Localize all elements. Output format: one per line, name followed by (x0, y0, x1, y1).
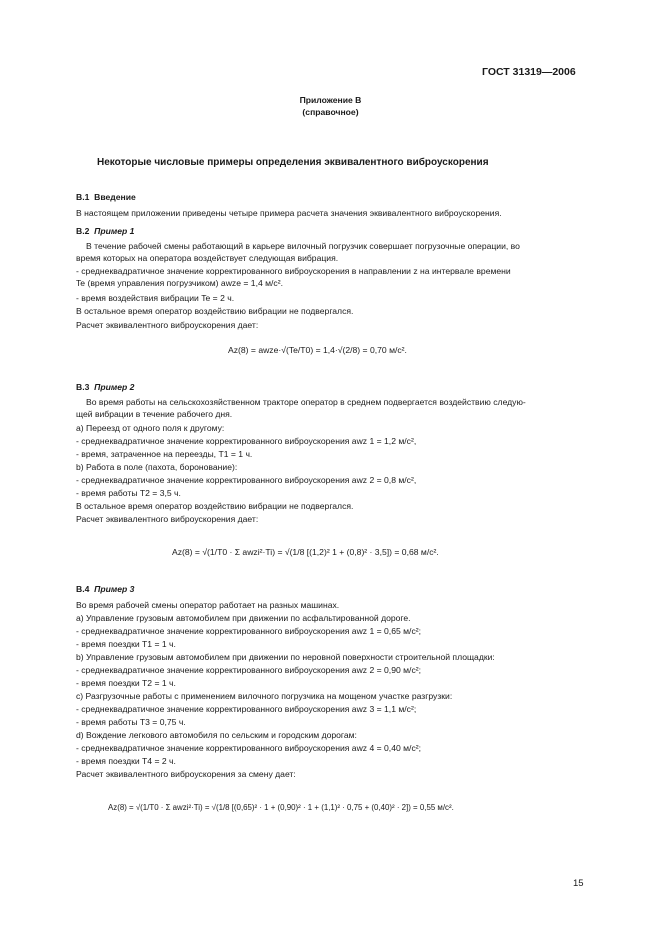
equation-1: Az(8) = awze·√(Te/T0) = 1,4·√(2/8) = 0,70 м/с². (228, 345, 407, 355)
paragraph: В остальное время оператор воздействию вибрации не подвергался. (76, 306, 354, 316)
paragraph: - время поездки T2 = 1 ч. (76, 678, 176, 688)
section-number: В.3 (76, 382, 90, 392)
section-number: В.4 (76, 584, 90, 594)
standard-number: ГОСТ 31319—2006 (482, 66, 576, 78)
section-title: Пример 2 (94, 382, 135, 392)
paragraph: Во время рабочей смены оператор работает на разных машинах. (76, 600, 340, 610)
paragraph: - время воздействия вибрации Te = 2 ч. (76, 293, 235, 303)
paragraph: c) Разгрузочные работы с применением вилочного погрузчика на мощеном участке разгрузки: (76, 691, 453, 701)
paragraph: - среднеквадратичное значение корректированного виброускорения awz 1 = 1,2 м/с², (76, 436, 417, 446)
paragraph: b) Управление грузовым автомобилем при движении по неровной поверхности строительной площадки: (76, 652, 495, 662)
section-title: Пример 3 (94, 584, 135, 594)
paragraph: - время работы T2 = 3,5 ч. (76, 488, 181, 498)
paragraph: - среднеквадратичное значение корректированного виброускорения awz 3 = 1,1 м/с²; (76, 704, 417, 714)
paragraph: - среднеквадратичное значение корректированного виброускорения awz 2 = 0,8 м/с², (76, 475, 417, 485)
section-number: В.2 (76, 226, 90, 236)
paragraph: время которых на оператора воздействует следующая вибрация. (76, 253, 339, 263)
equation-3: Az(8) = √(1/T0 · Σ awzi²·Ti) = √(1/8 [(0,65)² · 1 + (0,90)² · 1 + (1,1)² · 0,75 + (0,40)² · 2]) = 0,55 м/с². (108, 803, 454, 812)
section-title: Введение (94, 192, 136, 202)
section-title: Пример 1 (94, 226, 135, 236)
paragraph: - среднеквадратичное значение корректированного виброускорения awz 4 = 0,40 м/с²; (76, 743, 421, 753)
annex-subtitle: (справочное) (302, 107, 359, 117)
paragraph: В течение рабочей смены работающий в карьере вилочный погрузчик совершает погрузочные операции, во (86, 241, 520, 251)
paragraph: b) Работа в поле (пахота, боронование): (76, 462, 238, 472)
paragraph: - время, затраченное на переезды, T1 = 1 ч. (76, 449, 253, 459)
annex-title: Приложение В (299, 95, 362, 105)
paragraph: В остальное время оператор воздействию вибрации не подвергался. (76, 501, 354, 511)
section-b1-heading (76, 192, 136, 203)
main-title: Некоторые числовые примеры определения эквивалентного виброускорения (97, 157, 489, 168)
equation-2: Az(8) = √(1/T0 · Σ awzi²·Ti) = √(1/8 [(1,2)² 1 + (0,8)² · 3,5]) = 0,68 м/с². (172, 547, 439, 557)
paragraph: - среднеквадратичное значение корректированного виброускорения awz 2 = 0,90 м/с²; (76, 665, 421, 675)
paragraph: Расчет эквивалентного виброускорения дает: (76, 514, 259, 524)
paragraph: - время поездки T4 = 2 ч. (76, 756, 176, 766)
section-b3-heading (76, 382, 134, 393)
paragraph: Расчет эквивалентного виброускорения дает: (76, 320, 259, 330)
section-number: В.1 (76, 192, 90, 202)
section-b4-heading (76, 584, 134, 595)
section-b2-heading (76, 226, 134, 237)
paragraph: - среднеквадратичное значение корректированного виброускорения awz 1 = 0,65 м/с²; (76, 626, 421, 636)
paragraph: Во время работы на сельскохозяйственном тракторе оператор в среднем подвергается воздействию следую- (86, 397, 526, 407)
paragraph: щей вибрации в течение рабочего дня. (76, 409, 233, 419)
paragraph: d) Вождение легкового автомобиля по сельским и городским дорогам: (76, 730, 357, 740)
paragraph: - среднеквадратичное значение корректированного виброускорения в направлении z на интервале времени (76, 266, 511, 276)
paragraph: - время работы T3 = 0,75 ч. (76, 717, 186, 727)
paragraph: Расчет эквивалентного виброускорения за смену дает: (76, 769, 296, 779)
paragraph: - время поездки T1 = 1 ч. (76, 639, 176, 649)
paragraph: Te (время управления погрузчиком) awze = 1,4 м/с². (76, 278, 283, 288)
paragraph: a) Управление грузовым автомобилем при движении по асфальтированной дороге. (76, 613, 411, 623)
paragraph: В настоящем приложении приведены четыре примера расчета значения эквивалентного виброускорения. (76, 208, 502, 218)
page-number: 15 (573, 878, 584, 889)
paragraph: a) Переезд от одного поля к другому: (76, 423, 225, 433)
